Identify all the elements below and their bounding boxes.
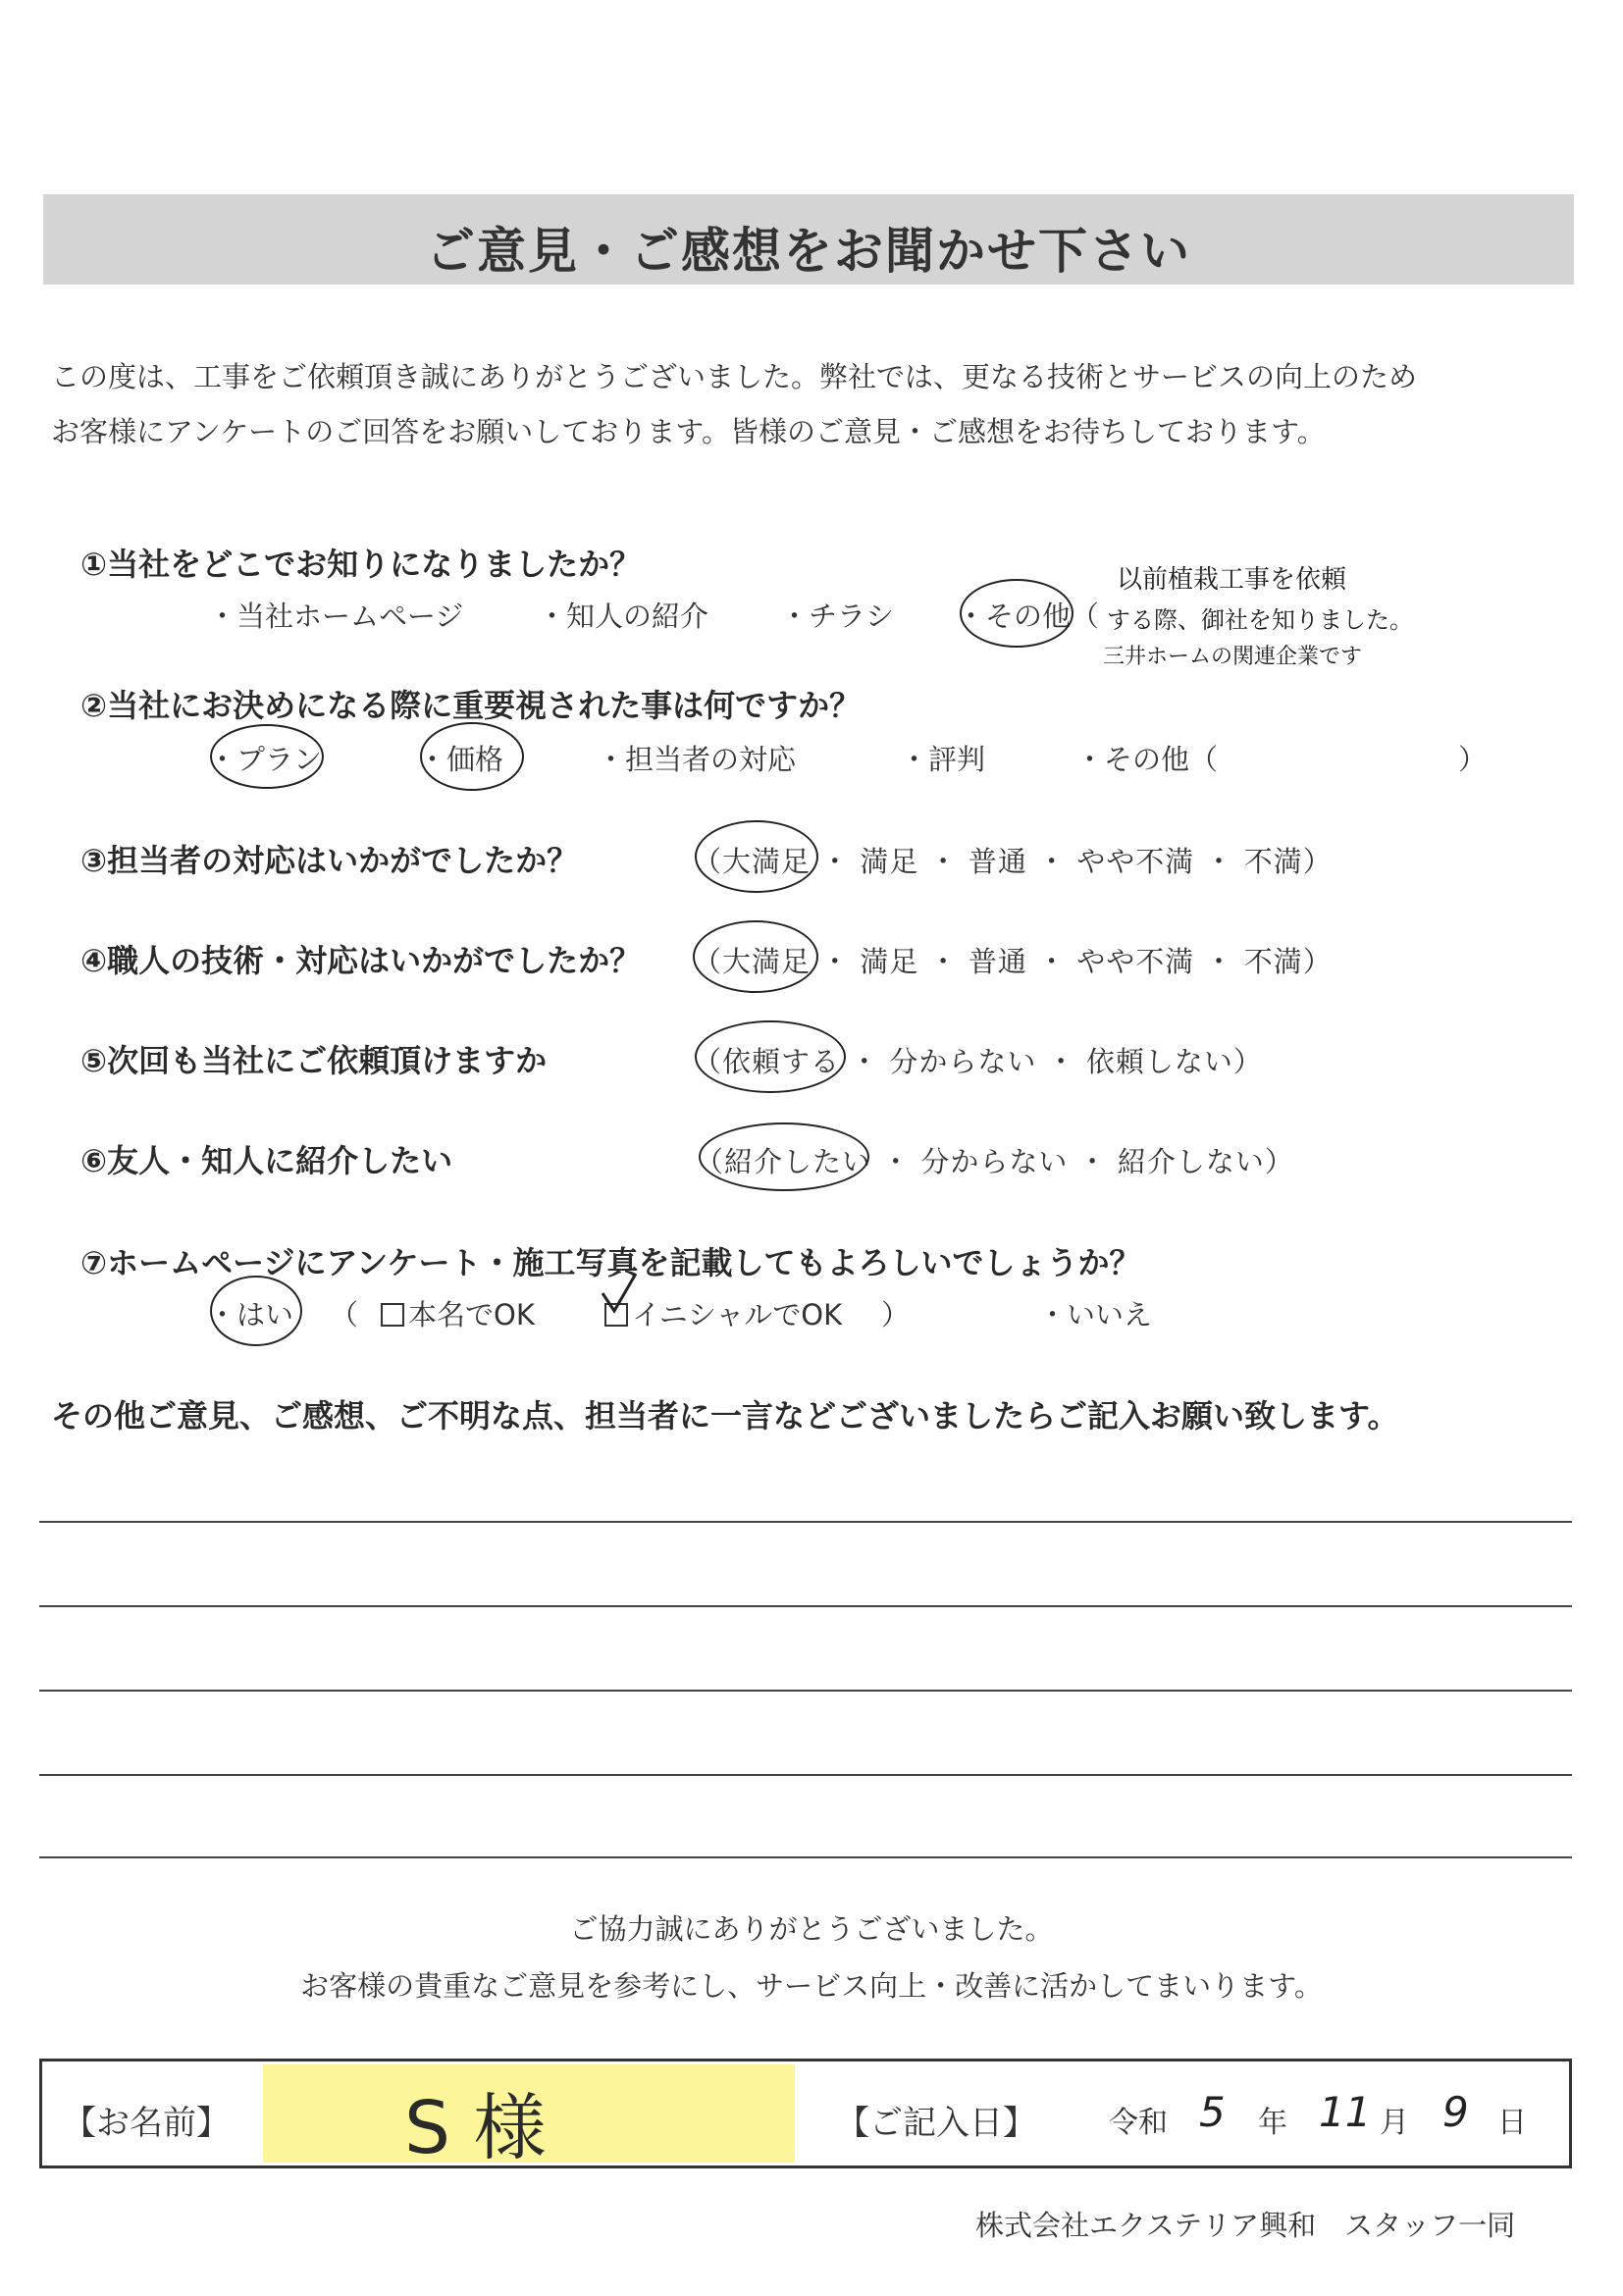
q1-option-referral[interactable]: ・知人の紹介 xyxy=(538,600,709,633)
date-month-unit: 月 xyxy=(1380,2106,1409,2140)
q1-handwritten-line-2: する際、御社を知りました。 xyxy=(1107,606,1413,634)
comment-line-4[interactable] xyxy=(39,1774,1572,1776)
question-6-label: ⑥友人・知人に紹介したい xyxy=(80,1142,453,1179)
comment-line-2[interactable] xyxy=(39,1605,1572,1607)
date-day-unit: 日 xyxy=(1497,2106,1527,2140)
comments-prompt: その他ご意見、ご感想、ご不明な点、担当者に一言などございましたらご記入お願い致します。 xyxy=(51,1397,1399,1435)
date-year[interactable]: 5 xyxy=(1199,2088,1226,2136)
intro-line-1: この度は、工事をご依頼頂き誠にありがとうございました。弊社では、更なる技術とサービスの向上のため xyxy=(51,360,1418,393)
q1-option-other[interactable]: ・その他（ xyxy=(957,600,1100,633)
date-label: 【ご記入日】 xyxy=(836,2104,1036,2143)
company-signature: 株式会社エクステリア興和 スタッフ一同 xyxy=(975,2209,1516,2242)
q1-handwritten-line-3: 三井ホームの関連企業です xyxy=(1103,645,1363,669)
q6-options[interactable]: （紹介したい ・ 分からない ・ 紹介しない） xyxy=(695,1145,1294,1178)
date-month[interactable]: 11 xyxy=(1319,2088,1372,2136)
comment-line-1[interactable] xyxy=(39,1521,1572,1523)
q7-paren-close: ） xyxy=(881,1298,911,1331)
name-value[interactable]: S 様 xyxy=(404,2086,547,2170)
question-4-label: ④職人の技術・対応はいかがでしたか？ xyxy=(80,942,642,979)
intro-line-2: お客様にアンケートのご回答をお願いしております。皆様のご意見・ご感想をお待ちしております。 xyxy=(51,415,1326,448)
page-title: ご意見・ご感想をお聞かせ下さい xyxy=(426,223,1191,280)
q7-checkbox-initial[interactable]: イニシャルでOK xyxy=(604,1293,842,1333)
q7-option-no[interactable]: ・いいえ xyxy=(1038,1298,1153,1331)
date-day[interactable]: 9 xyxy=(1442,2088,1469,2136)
q3-options[interactable]: （大満足 ・ 満足 ・ 普通 ・ やや不満 ・ 不満） xyxy=(693,845,1333,878)
question-3-label: ③担当者の対応はいかがでしたか？ xyxy=(80,842,579,879)
q2-option-plan[interactable]: ・プラン xyxy=(208,743,323,776)
q2-option-reputation[interactable]: ・評判 xyxy=(900,743,986,776)
q2-option-other-close: ） xyxy=(1458,743,1488,776)
name-label: 【お名前】 xyxy=(63,2104,230,2143)
question-5-label: ⑤次回も当社にご依頼頂けますか xyxy=(80,1042,548,1079)
q2-option-staff[interactable]: ・担当者の対応 xyxy=(597,743,797,776)
thanks-line-1: ご協力誠にありがとうございました。 xyxy=(569,1912,1054,1946)
q4-options[interactable]: （大満足 ・ 満足 ・ 普通 ・ やや不満 ・ 不満） xyxy=(693,945,1333,978)
date-year-unit: 年 xyxy=(1258,2106,1287,2140)
q7-paren-open: （ xyxy=(330,1298,359,1331)
thanks-line-2: お客様の貴重なご意見を参考にし、サービス向上・改善に活かしてまいります。 xyxy=(300,1969,1323,2003)
q5-options[interactable]: （依頼する ・ 分からない ・ 依頼しない） xyxy=(693,1045,1263,1078)
q7-option-yes[interactable]: ・はい xyxy=(208,1298,294,1331)
q2-option-other[interactable]: ・その他（ xyxy=(1075,743,1219,776)
question-7-label: ⑦ホームページにアンケート・施工写真を記載してもよろしいでしょうか？ xyxy=(80,1244,1141,1281)
q1-option-homepage[interactable]: ・当社ホームページ xyxy=(208,600,464,633)
comment-line-5[interactable] xyxy=(39,1856,1572,1858)
q7-checkbox-real-name[interactable]: 本名でOK xyxy=(381,1293,535,1333)
comment-line-3[interactable] xyxy=(39,1690,1572,1692)
question-2-label: ②当社にお決めになる際に重要視された事は何ですか？ xyxy=(80,687,862,724)
question-1-label: ①当社をどこでお知りになりましたか？ xyxy=(80,546,642,583)
q1-option-flyer[interactable]: ・チラシ xyxy=(780,600,895,633)
q2-option-price[interactable]: ・価格 xyxy=(418,743,504,776)
q1-handwritten-line-1: 以前植栽工事を依頼 xyxy=(1117,565,1347,595)
date-era: 令和 xyxy=(1109,2106,1168,2140)
